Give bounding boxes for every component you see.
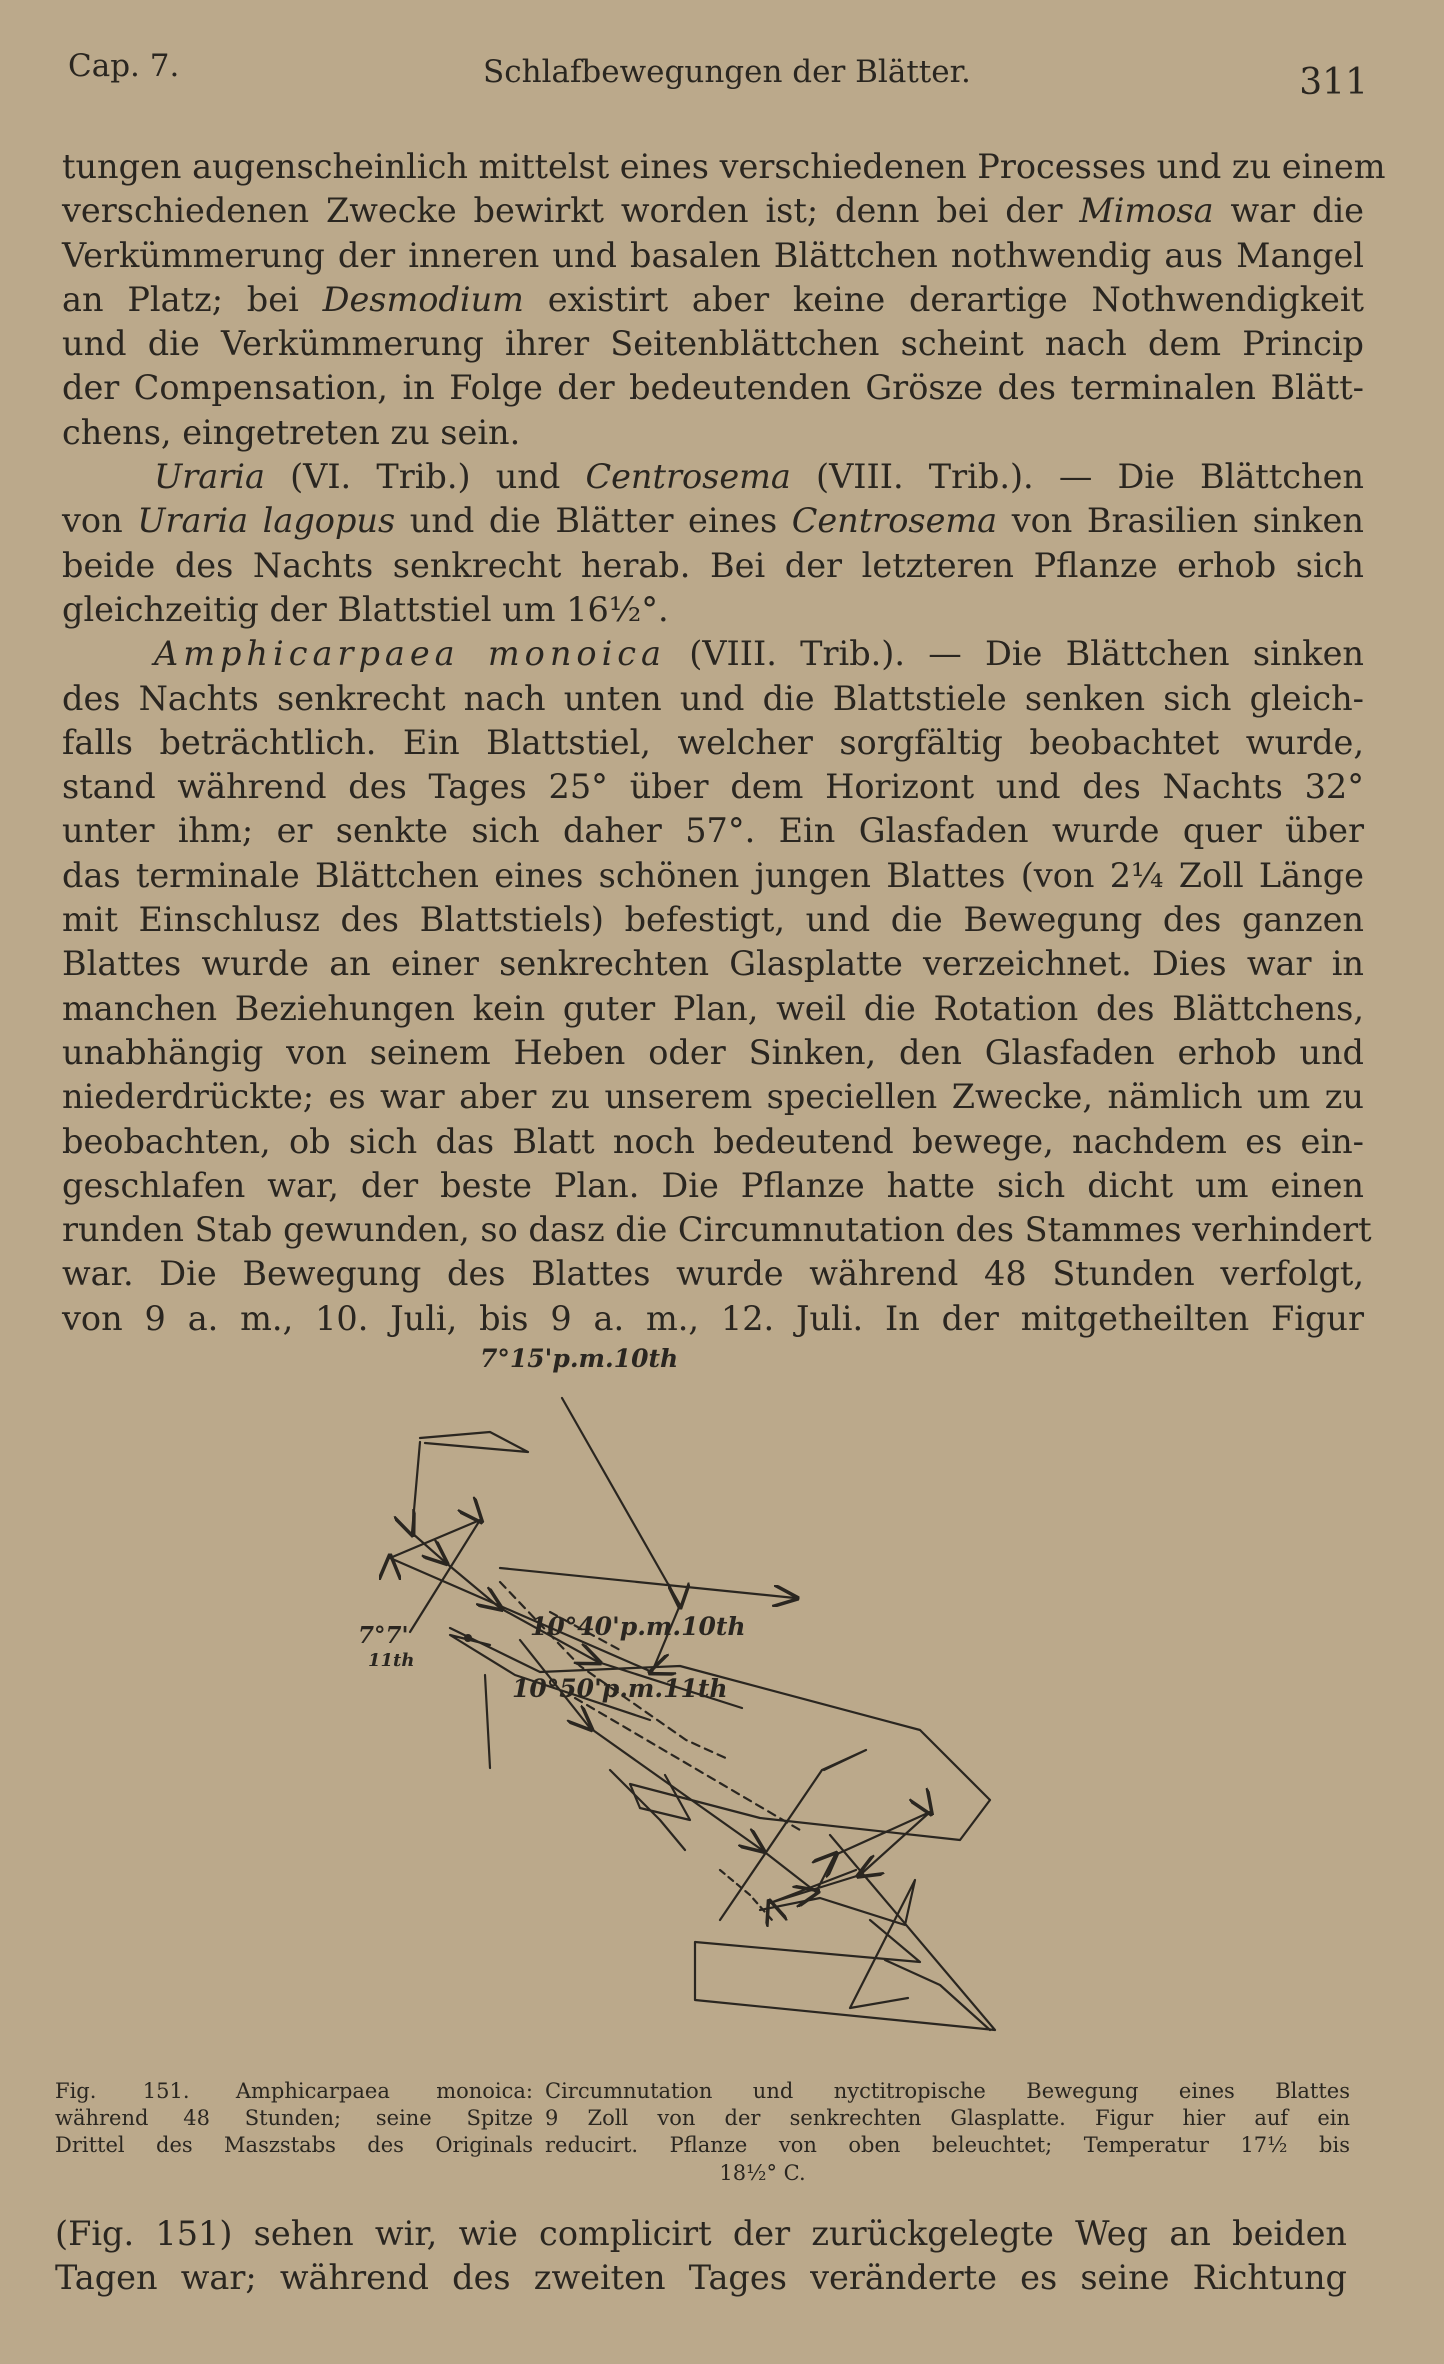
figure-151 xyxy=(340,1344,1060,2090)
caption-text: Fig. 151. Amphicarpaea monoica: xyxy=(55,2079,533,2103)
text-line: unabhängig von seinem Heben oder Sinken, den Glasfaden erhob und xyxy=(62,1032,1364,1072)
text-line: geschlafen war, der beste Plan. Die Pflanze hatte sich dicht um einen xyxy=(62,1165,1364,1205)
running-title: Schlafbewegungen der Blätter. xyxy=(483,54,971,90)
trace-path xyxy=(695,1835,995,2030)
caption-text: Circumnutation und nyctitropische Bewegung eines Blattes xyxy=(545,2079,1350,2103)
caption-text: während 48 Stunden; seine Spitze xyxy=(55,2106,533,2130)
text-line: des Nachts senkrecht nach unten und die Blattstiele senken sich gleich- xyxy=(62,678,1364,718)
caption-text: 18½° C. xyxy=(719,2161,806,2185)
text-line: falls beträchtlich. Ein Blattstiel, welcher sorgfältig beobachtet wurde, xyxy=(62,722,1364,762)
text-line: gleichzeitig der Blattstiel um 16½°. xyxy=(62,589,669,629)
trace-path xyxy=(500,1568,795,1598)
text-line: Uraria (VI. Trib.) und Centrosema (VIII. Trib.). — Die Blättchen xyxy=(154,457,1364,497)
time-label-left: 7°7' xyxy=(358,1622,409,1649)
text-line: verschiedenen Zwecke bewirkt worden ist; denn bei der Mimosa war die xyxy=(62,191,1364,231)
text-line: von 9 a. m., 10. Juli, bis 9 a. m., 12. Juli. In der mitgetheilten Figur xyxy=(62,1298,1364,1338)
text-line: unter ihm; er senkte sich daher 57°. Ein Glasfaden wurde quer über xyxy=(62,811,1364,851)
text-line: chens, eingetreten zu sein. xyxy=(62,412,521,452)
caption-text: Drittel des Maszstabs des Originals xyxy=(55,2133,533,2157)
start-dot xyxy=(464,1634,472,1642)
page-number: 311 xyxy=(1299,62,1368,103)
body-text-continued xyxy=(55,2212,1347,2301)
text-line: und die Verkümmerung ihrer Seitenblättchen scheint nach dem Princip xyxy=(62,324,1364,364)
text-line: Blattes wurde an einer senkrechten Glasplatte verzeichnet. Dies war in xyxy=(62,944,1364,984)
caption-text: reducirt. Pflanze von oben beleuchtet; Temperatur 17½ bis xyxy=(545,2133,1350,2157)
text-line: Amphicarpaea monoica (VIII. Trib.). — Die Blättchen sinken xyxy=(154,634,1365,674)
text-line: niederdrückte; es war aber zu unserem speciellen Zwecke, nämlich um zu xyxy=(62,1077,1364,1117)
body-text xyxy=(62,145,1386,1341)
text-line: (Fig. 151) sehen wir, wie complicirt der zurückgelegte Weg an beiden xyxy=(55,2214,1347,2253)
time-label-mid-1: 10°40'p.m.10th xyxy=(530,1612,746,1641)
trace-path xyxy=(575,1698,800,1830)
text-line: war. Die Bewegung des Blattes wurde während 48 Stunden verfolgt, xyxy=(62,1254,1364,1294)
caption-text: 9 Zoll von der senkrechten Glasplatte. Figur hier auf ein xyxy=(545,2106,1350,2130)
text-line: Verkümmerung der inneren und basalen Blättchen nothwendig aus Mangel xyxy=(62,235,1364,275)
text-line: an Platz; bei Desmodium existirt aber keine derartige Nothwendigkeit xyxy=(62,279,1365,319)
text-line: Tagen war; während des zweiten Tages veränderte es seine Richtung xyxy=(55,2258,1347,2298)
text-line: stand während des Tages 25° über dem Horizont und des Nachts 32° xyxy=(62,767,1364,807)
text-line: runden Stab gewunden, so dasz die Circumnutation des Stammes verhindert xyxy=(62,1210,1372,1250)
time-label-mid-2: 10°50'p.m.11th xyxy=(512,1674,728,1703)
text-line: tungen augenscheinlich mittelst eines verschiedenen Processes und zu einem xyxy=(62,147,1386,186)
text-line: beobachten, ob sich das Blatt noch bedeutend bewege, nachdem es ein- xyxy=(62,1121,1364,1161)
text-line: das terminale Blättchen eines schönen jungen Blattes (von 2¼ Zoll Länge xyxy=(62,855,1364,895)
text-line: mit Einschlusz des Blattstiels) befestigt, und die Bewegung des ganzen xyxy=(62,900,1364,940)
time-label-top: 7°15'p.m.10th xyxy=(480,1344,679,1373)
trace-path xyxy=(420,1432,528,1452)
figure-caption xyxy=(55,2078,1350,2187)
trace-path xyxy=(450,1628,990,1840)
text-line: von Uraria lagopus und die Blätter eines Centrosema von Brasilien sinken xyxy=(62,501,1364,541)
page-header xyxy=(68,48,1368,108)
trace-path xyxy=(485,1675,490,1768)
text-line: manchen Beziehungen kein guter Plan, weil die Rotation des Blättchens, xyxy=(62,988,1364,1028)
time-label-left-date: 11th xyxy=(368,1650,415,1671)
circumnutation-diagram xyxy=(340,1350,1060,2090)
chapter-label: Cap. 7. xyxy=(68,48,180,84)
text-line: beide des Nachts senkrecht herab. Bei der letzteren Pflanze erhob sich xyxy=(62,545,1364,585)
text-line: der Compensation, in Folge der bedeutenden Grösze des terminalen Blätt- xyxy=(62,368,1364,408)
trace-path xyxy=(720,1870,772,1920)
